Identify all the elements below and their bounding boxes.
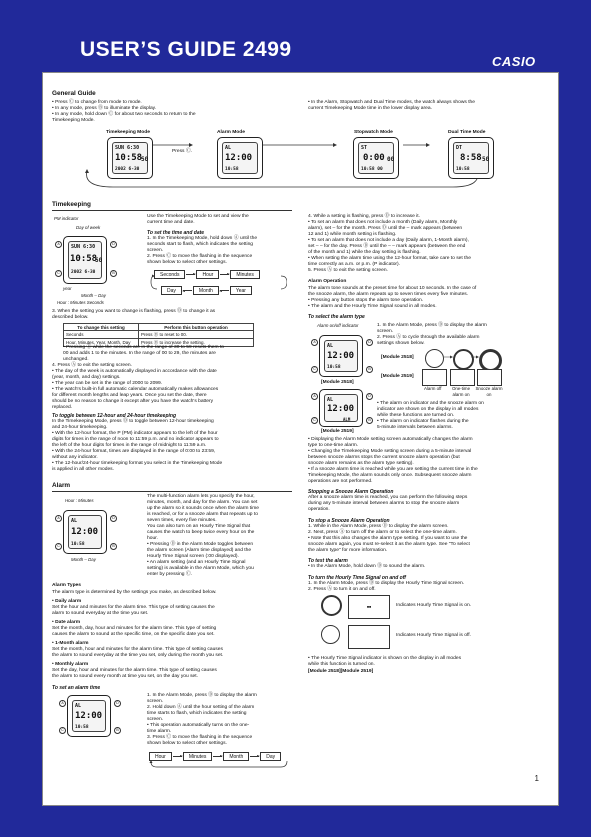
step4-4: 12 and 1) while month setting is flashing. bbox=[308, 232, 397, 237]
mode-label-timekeeping: Timekeeping Mode bbox=[106, 130, 150, 135]
alarm-intro-6: You can also turn on an Hourly Time Signal that bbox=[147, 524, 251, 529]
lcd-main: 12:00 bbox=[327, 351, 355, 361]
lcd-main: 0:00 bbox=[363, 153, 385, 163]
after-10: should be no reason to change it except after you have the watch's battery bbox=[52, 399, 214, 404]
lcd-bottom: 10:58 bbox=[225, 167, 239, 172]
indicator-5: 5-minute intervals between alarms. bbox=[377, 425, 453, 430]
divider bbox=[52, 491, 292, 492]
watch-display-alarm bbox=[217, 137, 263, 179]
subheading-alarm-operation: Alarm Operation bbox=[308, 279, 347, 284]
hts-2: 2. Press Ⓐ to turn it on and off. bbox=[308, 587, 376, 592]
alarm-op-2: the snooze alarm, the alarm repeats up to seven times every five minutes. bbox=[308, 292, 469, 297]
seq-minutes: Minutes bbox=[230, 270, 260, 279]
mode-label-alarm: Alarm Mode bbox=[217, 130, 245, 135]
subheading-set-time: To set the time and date bbox=[147, 230, 205, 236]
set-alarm-1: 1. In the Alarm Mode, press Ⓓ to display the alarm bbox=[147, 693, 257, 698]
general-line-4: Timekeeping Mode. bbox=[52, 118, 95, 123]
watch-display-timekeeping-detail bbox=[63, 236, 107, 284]
more-6: • If a snooze alarm time is reached while you are setting the current time in the bbox=[308, 467, 478, 472]
subheading-stopping-snooze: Stopping a Snooze Alarm Operation bbox=[308, 489, 394, 495]
label-hour-minutes: Hour : Minutes bbox=[65, 498, 94, 503]
button-c-icon: C bbox=[311, 366, 318, 373]
lcd-top: SUN 6:30 bbox=[71, 244, 96, 250]
state-snooze: Snooze alarm on bbox=[475, 386, 503, 397]
hts-note-2: while this function is turned on. bbox=[308, 662, 375, 667]
step4-7: of the month and 1) while the day setting is flashing. bbox=[308, 250, 421, 255]
hts-off-watch-icon bbox=[321, 625, 340, 644]
label-pm-indicator: PM indicator bbox=[54, 216, 79, 221]
button-c-icon: C bbox=[55, 543, 62, 550]
lcd-bottom: 10:58 bbox=[75, 725, 89, 730]
table-header-row bbox=[64, 324, 254, 331]
seq-month: Month bbox=[223, 752, 249, 761]
module-list: [Module 2518][Module 2519] bbox=[308, 669, 374, 674]
section-heading-alarm: Alarm bbox=[52, 482, 71, 489]
select-type-1: 1. In the Alarm Mode, press Ⓓ to display the alarm bbox=[377, 323, 487, 328]
seq-day: Day bbox=[260, 752, 281, 761]
alarm-intro-14: enter by pressing Ⓒ. bbox=[147, 572, 193, 577]
button-d-icon: D bbox=[366, 393, 373, 400]
select-type-2: screen. bbox=[377, 329, 394, 334]
button-b-icon: B bbox=[366, 417, 373, 424]
alarm-op-1: The alarm tone sounds at the preset time for about 10 seconds. In the case of bbox=[308, 286, 477, 291]
state-one-time: One-time alarm on bbox=[451, 386, 471, 397]
test-alarm-text: • In the Alarm Mode, hold down Ⓓ to sound the alarm. bbox=[308, 564, 426, 569]
general-line-3: • In any mode, hold down Ⓒ for about two seconds to return to the bbox=[52, 112, 196, 117]
step4-2: • To set an alarm that does not include a month (Daily alarm, Monthly bbox=[308, 220, 458, 225]
mode-label-stopwatch: Stopwatch Mode bbox=[354, 130, 393, 135]
lcd-top: ST bbox=[361, 145, 368, 151]
toggle-3: • With the 12-hour format, the P (PM) indicator appears to the left of the hour bbox=[52, 431, 218, 436]
header bbox=[0, 0, 591, 74]
subheading-toggle: To toggle between 12-hour and 24-hour timekeeping bbox=[52, 413, 176, 419]
hts-off-text: Indicates Hourly Time Signal is off. bbox=[396, 633, 471, 638]
watch-display-alarm-set bbox=[67, 695, 111, 737]
after-1: • Pressing Ⓓ while the seconds are in the range of 30 to 59 resets them to bbox=[63, 345, 225, 350]
step4-9: time correctly as a.m. or p.m. (P indicator). bbox=[308, 262, 401, 267]
subheading-select-type: To select the alarm type bbox=[308, 314, 365, 320]
table-cell: Press Ⓓ to increase the setting. bbox=[139, 339, 254, 347]
lcd-bottom: 2002 6-30 bbox=[71, 270, 96, 275]
seq-minutes: Minutes bbox=[183, 752, 213, 761]
module-2519-label: [Module 2519] bbox=[381, 374, 414, 379]
more-1: • Displaying the Alarm Mode setting screen automatically changes the alarm bbox=[308, 437, 473, 442]
after-7: • The year can be set in the range of 2000 to 2099. bbox=[52, 381, 163, 386]
toggle-5: the left of the hour digits for times in the range of midnight to 11:59 a.m. bbox=[52, 443, 207, 448]
alarm-type-text: the alarm to sound everyday at the time you set, only during the month you set. bbox=[52, 653, 224, 658]
alarm-type-text: Set the month, day, hour and minutes for the alarm time. This type of setting bbox=[52, 626, 217, 631]
set-alarm-4: time starts to flash, which indicates the setting bbox=[147, 711, 247, 716]
alarm-intro-2: minutes, month, and day for the alarm. You can set bbox=[147, 500, 258, 505]
table-header: To change this setting bbox=[64, 324, 139, 331]
more-5: snooze alarm remains as the alarm type setting). bbox=[308, 461, 414, 466]
guide-page bbox=[42, 72, 559, 806]
button-d-icon: D bbox=[114, 700, 121, 707]
table-header: Perform this button operation bbox=[139, 324, 254, 331]
button-a-icon: A bbox=[55, 241, 62, 248]
button-c-icon: C bbox=[311, 417, 318, 424]
label-month-day: Month – Day bbox=[71, 557, 96, 562]
select-type-4: settings shown below. bbox=[377, 341, 425, 346]
cycle-arrows bbox=[442, 354, 482, 384]
toggle-6: • With the 24-hour format, times are displayed in the range of 0:00 to 23:59, bbox=[52, 449, 216, 454]
lcd-top: AL bbox=[71, 518, 78, 524]
watch-display-dualtime bbox=[448, 137, 494, 179]
button-b-icon: B bbox=[110, 543, 117, 550]
stop2-1: 1. While in the Alarm Mode, press Ⓓ to display the alarm screen. bbox=[308, 524, 449, 529]
lcd-bottom: 10:58 bbox=[327, 365, 341, 370]
button-a-icon: A bbox=[55, 515, 62, 522]
alarm-op-3: • Pressing any button stops the alarm tone operation. bbox=[308, 298, 424, 303]
alarm-intro-4: is reached, or for a snooze alarm that repeats up to bbox=[147, 512, 258, 517]
alarm-type-name: • Monthly alarm bbox=[52, 662, 89, 667]
watch-display-module-2518 bbox=[319, 335, 363, 377]
lcd-main: 12:00 bbox=[75, 711, 103, 721]
button-d-icon: D bbox=[110, 515, 117, 522]
alarm-type-text: Set the day, hour and minutes for the alarm time. This type of setting causes bbox=[52, 668, 217, 673]
label-day-of-week: Day of week bbox=[76, 225, 101, 230]
divider bbox=[52, 210, 292, 211]
lcd-top: AL bbox=[327, 397, 334, 403]
subheading-stop-snooze: To stop a Snooze Alarm Operation bbox=[308, 518, 390, 524]
alarm-intro-7: causes the watch to beep twice every hour on the bbox=[147, 530, 255, 535]
label-alarm-indicator: Alarm on/off indicator bbox=[317, 323, 359, 328]
alarm-intro-1: The multi-function alarm lets you specify the hour, bbox=[147, 494, 255, 499]
lcd-seconds: 00 bbox=[387, 156, 395, 163]
alarm-op-4: • The alarm and the Hourly Time Signal sound in all modes. bbox=[308, 304, 437, 309]
button-a-icon: A bbox=[311, 339, 318, 346]
table-row bbox=[64, 331, 254, 339]
sequence-loop-arrows bbox=[147, 273, 287, 293]
lcd-main: 12:00 bbox=[71, 527, 99, 537]
section-heading-timekeeping: Timekeeping bbox=[52, 201, 91, 208]
subheading-alarm-types: Alarm Types bbox=[52, 583, 81, 588]
hts-on-text: Indicates Hourly Time Signal is on. bbox=[396, 603, 472, 608]
hts-1: 1. In the Alarm Mode, press Ⓓ to display the Hourly Time Signal screen. bbox=[308, 581, 465, 586]
set-time-5: shown below to select other settings. bbox=[147, 260, 227, 265]
timekeeping-intro-2: current time and date. bbox=[147, 220, 195, 225]
module-2518-label: [Module 2518] bbox=[381, 355, 414, 360]
more-7: Timekeeping Mode, the alarm sounds only once. Subsequent snooze alarm bbox=[308, 473, 472, 478]
button-c-icon: C bbox=[55, 270, 62, 277]
button-c-icon: C bbox=[59, 727, 66, 734]
set-time-4: 2. Press Ⓒ to move the flashing in the sequence bbox=[147, 254, 253, 259]
alarm-intro-5: seven times, every five minutes. bbox=[147, 518, 217, 523]
set-alarm-6: • This operation automatically turns on the one- bbox=[147, 723, 250, 728]
seq-year: Year bbox=[230, 286, 252, 295]
step4-1: 4. While a setting is flashing, press Ⓓ to increase it. bbox=[308, 214, 420, 219]
step4-8: • When setting the alarm time using the 12-hour format, take care to set the bbox=[308, 256, 471, 261]
step4-3: alarm), set – for the month. Press Ⓓ until the – mark appears (between bbox=[308, 226, 463, 231]
indicator-2: indicator are shown on the display in all modes bbox=[377, 407, 479, 412]
after-5: • The day of the week is automatically displayed in accordance with the date bbox=[52, 369, 217, 374]
after-8: • The watch's built-in full automatic calendar automatically makes allowances bbox=[52, 387, 219, 392]
hts-on-watch-icon bbox=[321, 595, 342, 616]
label-hour-minutes-seconds: Hour : Minutes Seconds bbox=[57, 300, 104, 305]
lcd-main: 10:58 bbox=[115, 153, 143, 163]
after-3: unchanged. bbox=[63, 357, 89, 362]
brand-logo: CASIO bbox=[492, 54, 536, 69]
module-label: [Module 2518] bbox=[321, 380, 354, 385]
lcd-top: AL bbox=[225, 145, 232, 151]
page-number: 1 bbox=[534, 774, 539, 783]
table-cell: Seconds bbox=[64, 331, 139, 339]
step4-10: 5. Press Ⓐ to exit the setting screen. bbox=[308, 268, 388, 273]
general-line-1: • Press Ⓒ to change from mode to mode. bbox=[52, 100, 142, 105]
subheading-hourly-signal: To turn the Hourly Time Signal on and off bbox=[308, 575, 406, 581]
set-alarm-9: shown below to select other settings. bbox=[147, 741, 227, 746]
hts-note-1: • The Hourly Time Signal indicator is shown on the display in all modes bbox=[308, 656, 462, 661]
lcd-seconds: 50 bbox=[482, 156, 490, 163]
lcd-top: SUN 6:30 bbox=[115, 145, 140, 151]
step3-2: described below. bbox=[52, 315, 89, 320]
after-2: 00 and adds 1 to the minutes. In the range of 00 to 29, the minutes are bbox=[63, 351, 216, 356]
button-b-icon: B bbox=[110, 270, 117, 277]
after-4: 4. Press Ⓐ to exit the setting screen. bbox=[52, 363, 132, 368]
stop2-5: the alarm type" for more information. bbox=[308, 548, 388, 553]
button-d-icon: D bbox=[110, 241, 117, 248]
alarm-type-text: the alarm to sound every month at time you set, on the day you set. bbox=[52, 674, 198, 679]
step4-5: • To set an alarm that does not include a day (Daily alarm, 1-Month alarm), bbox=[308, 238, 469, 243]
hts-on-indicator-icon: ■■ bbox=[348, 595, 390, 619]
stop-1: After a snooze alarm time is reached, you can perform the following steps bbox=[308, 495, 468, 500]
alarm-sequence-loop bbox=[147, 759, 297, 769]
alarm-type-name: • 1-Month alarm bbox=[52, 641, 89, 646]
lcd-seconds: 50 bbox=[141, 156, 149, 163]
select-type-3: 2. Press Ⓐ to cycle through the available alarm bbox=[377, 335, 480, 340]
state-alarm-off: Alarm off bbox=[424, 386, 442, 391]
general-right-1: • In the Alarm, Stopwatch and Dual Time modes, the watch always shows the bbox=[308, 100, 475, 105]
lcd-bottom: ALM bbox=[343, 417, 351, 422]
lcd-bottom: 10:58 bbox=[456, 167, 470, 172]
set-time-3: screen. bbox=[147, 248, 164, 253]
after-11: replaced. bbox=[52, 405, 73, 410]
lcd-main: 8:58 bbox=[460, 153, 482, 163]
watch-display-module-2519 bbox=[319, 389, 363, 427]
toggle-8: • The 12-hour/24-hour timekeeping format you select in the Timekeeping Mode bbox=[52, 461, 223, 466]
alarm-intro-12: • An alarm setting (and an Hourly Time Signal bbox=[147, 560, 246, 565]
lcd-main: 10:58 bbox=[70, 254, 98, 264]
more-3: • Changing the Timekeeping Mode setting screen during a 5-minute interval bbox=[308, 449, 472, 454]
toggle-7: without any indicator. bbox=[52, 455, 98, 460]
set-alarm-7: time alarm. bbox=[147, 729, 172, 734]
table-cell: Press Ⓓ to reset to 00. bbox=[139, 331, 254, 339]
alarm-intro-9: • Pressing Ⓓ in the Alarm Mode toggles between bbox=[147, 542, 254, 547]
label-month-day: Month – Day bbox=[81, 293, 106, 298]
subheading-set-alarm: To set an alarm time bbox=[52, 685, 101, 691]
stop2-2: 2. Next, press Ⓐ to turn off the alarm or to select the one-time alarm. bbox=[308, 530, 457, 535]
set-time-2: seconds start to flash, which indicates the setting bbox=[147, 242, 254, 247]
seq-hour: Hour bbox=[149, 752, 172, 761]
alarm-intro-10: the alarm screen (Alarm time displayed) and the bbox=[147, 548, 252, 553]
table-cell: Hour, Minutes, Year, Month, Day bbox=[64, 339, 139, 347]
step3-1: 3. When the setting you want to change is flashing, press Ⓓ to change it as bbox=[52, 309, 216, 314]
mode-label-dualtime: Dual Time Mode bbox=[448, 130, 486, 135]
timekeeping-intro-1: Use the Timekeeping Mode to set and view the bbox=[147, 214, 249, 219]
lcd-bottom: 10:58 bbox=[71, 542, 85, 547]
button-a-icon: A bbox=[59, 700, 66, 707]
lcd-main: 12:00 bbox=[327, 404, 355, 414]
watch-display-alarm-detail bbox=[63, 510, 107, 554]
more-2: type to one-time alarm. bbox=[308, 443, 359, 448]
settings-table bbox=[63, 323, 254, 347]
toggle-9: is applied in all other modes. bbox=[52, 467, 114, 472]
subheading-test-alarm: To test the alarm bbox=[308, 558, 348, 564]
set-alarm-8: 3. Press Ⓒ to move the flashing in the sequence bbox=[147, 735, 253, 740]
step4-6: set – – for the day. Press Ⓓ until the – – mark appears (between the end bbox=[308, 244, 466, 249]
indicator-4: • The alarm on indicator flashes during the bbox=[377, 419, 469, 424]
indicator-1: • The alarm on indicator and the snooze alarm on bbox=[377, 401, 484, 406]
page-title: USER’S GUIDE 2499 bbox=[80, 38, 292, 61]
label-year: year bbox=[63, 286, 72, 291]
button-b-icon: B bbox=[114, 727, 121, 734]
seq-day: Day bbox=[161, 286, 182, 295]
lcd-seconds: 50 bbox=[95, 257, 103, 264]
stop2-4: snooze alarm again, you must re-select it as the alarm type. See "To select bbox=[308, 542, 470, 547]
alarm-type-text: alarm to sound everyday at the time you set. bbox=[52, 611, 149, 616]
alarm-intro-8: hour. bbox=[147, 536, 158, 541]
set-time-1: 1. In the Timekeeping Mode, hold down Ⓐ until the bbox=[147, 236, 258, 241]
watch-display-timekeeping bbox=[107, 137, 153, 179]
button-a-icon: A bbox=[311, 393, 318, 400]
alarm-type-text: Set the month, hour and minutes for the alarm time. This type of setting causes bbox=[52, 647, 223, 652]
after-9: for different month lengths and leap years. Once you set the date, there bbox=[52, 393, 207, 398]
stop-2: during any 5-minute interval between alarms to stop the snooze alarm bbox=[308, 501, 460, 506]
seq-seconds: Seconds bbox=[154, 270, 185, 279]
stop-3: operation. bbox=[308, 507, 330, 512]
lcd-top: AL bbox=[75, 703, 82, 709]
lcd-bottom: 10:58 00 bbox=[361, 167, 383, 172]
module-label: [Module 2519] bbox=[321, 429, 354, 434]
seq-month: Month bbox=[193, 286, 219, 295]
lcd-bottom: 2002 6-30 bbox=[115, 167, 140, 172]
set-alarm-5: screen. bbox=[147, 717, 164, 722]
more-8: operations are not performed. bbox=[308, 479, 373, 484]
alarm-type-name: • Daily alarm bbox=[52, 599, 82, 604]
lcd-top: DT bbox=[456, 145, 463, 151]
toggle-1: In the Timekeeping Mode, press Ⓓ to toggle between 12-hour timekeeping bbox=[52, 419, 214, 424]
alarm-type-text: causes the alarm to sound at the specific time, on the specific date you set. bbox=[52, 632, 215, 637]
toggle-2: and 24-hour timekeeping. bbox=[52, 425, 108, 430]
more-4: between snooze alarms stops the current snooze alarm operation (but bbox=[308, 455, 460, 460]
after-6: (year, month, and day) settings. bbox=[52, 375, 121, 380]
general-right-2: current Timekeeping Mode time in the lower display area. bbox=[308, 106, 432, 111]
stop2-3: • Note that this also changes the alarm type setting. If you want to use the bbox=[308, 536, 468, 541]
button-b-icon: B bbox=[366, 366, 373, 373]
set-alarm-2: screen. bbox=[147, 699, 164, 704]
general-line-2: • In any mode, press Ⓑ to illuminate the display. bbox=[52, 106, 157, 111]
toggle-4: digits for times in the range of noon to 11:59 p.m. and no indicator appears to bbox=[52, 437, 219, 442]
hts-off-indicator-icon bbox=[348, 625, 390, 649]
lcd-main: 12:00 bbox=[225, 153, 253, 163]
alarm-intro-11: Hourly Time Signal screen (:00 displayed). bbox=[147, 554, 239, 559]
alarm-types-intro: The alarm type is determined by the settings you make, as described below. bbox=[52, 590, 217, 595]
seq-hour: Hour bbox=[196, 270, 219, 279]
press-c-label: Press Ⓒ. bbox=[172, 149, 193, 154]
alarm-type-name: • Date alarm bbox=[52, 620, 81, 625]
alarm-intro-13: setting) is available in the Alarm Mode, which you bbox=[147, 566, 254, 571]
indicator-3: while these functions are turned on. bbox=[377, 413, 455, 418]
set-alarm-3: 2. Hold down Ⓐ until the hour setting of the alarm bbox=[147, 705, 255, 710]
button-d-icon: D bbox=[366, 339, 373, 346]
section-heading-general: General Guide bbox=[52, 90, 96, 97]
alarm-intro-3: up the alarm so it sounds once when the alarm time bbox=[147, 506, 259, 511]
watch-display-stopwatch bbox=[353, 137, 399, 179]
lcd-top: AL bbox=[327, 343, 334, 349]
alarm-type-text: Set the hour and minutes for the alarm time. This type of setting causes the bbox=[52, 605, 215, 610]
